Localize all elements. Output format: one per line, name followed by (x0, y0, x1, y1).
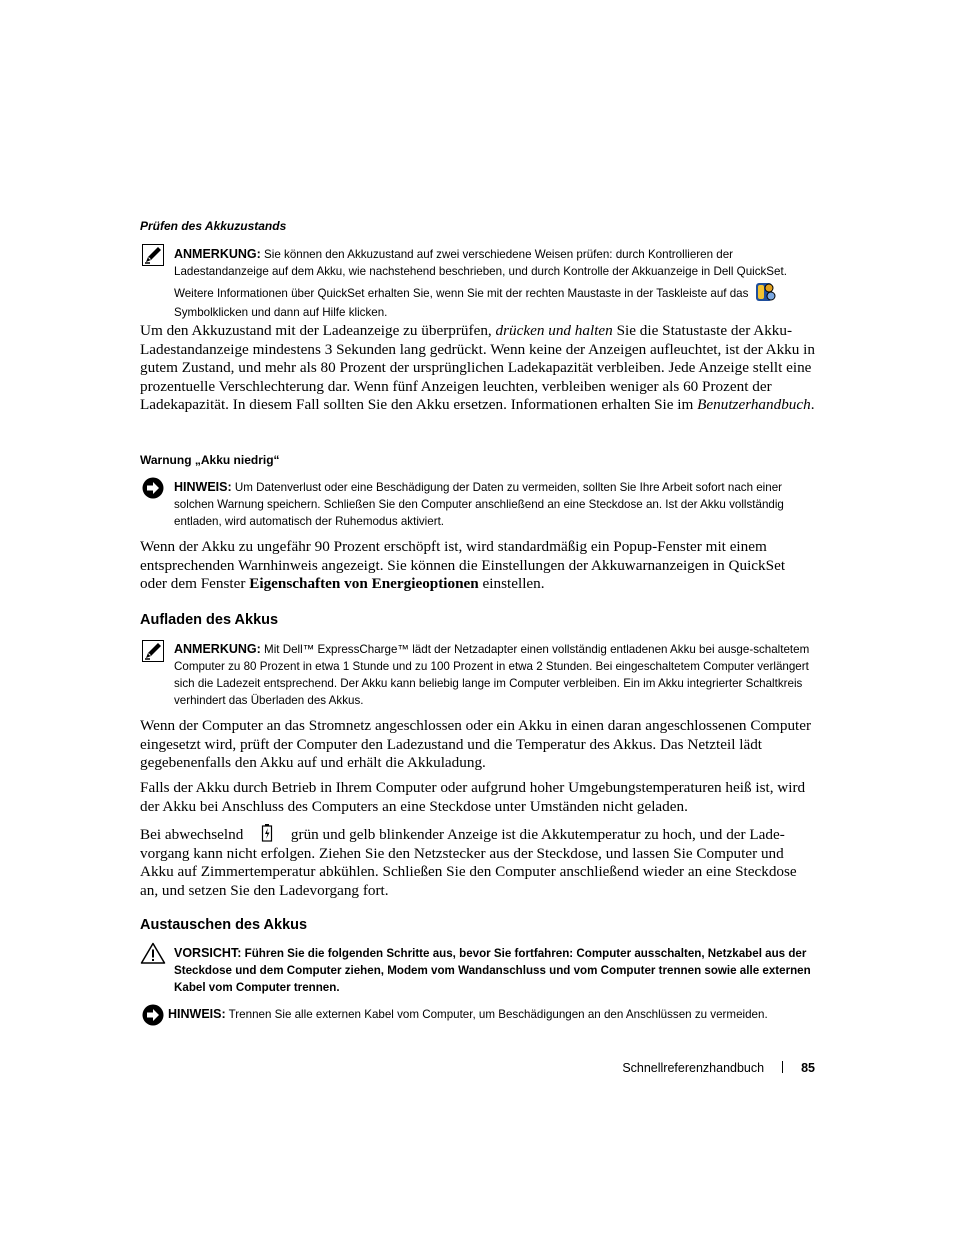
notice-low-battery (174, 479, 816, 530)
document-page (140, 0, 815, 1235)
paragraph-text: Wenn der Akku zu ungefähr 90 Prozent erschöpft ist, wird standardmäßig ein Popup-Fenster mit einem entsprechenden Warnhinweis angezeigt. Sie können die Einstellungen der Akkuwarnanzeigen in QuickSet oder dem Fenster (140, 538, 786, 593)
heading-check-battery: Prüfen des Akkuzustands (140, 219, 287, 233)
paragraph-text: grün und gelb blinkender Anzeige ist die Akkutemperatur zu hoch, und der Lade-vorgang kann nicht erfolgen. Ziehen Sie den Netzstecker aus der Steckdose, und lassen Sie Computer und Akku auf Zimmertemperatur abkühlen. Schließen Sie den Computer anschließend wieder an eine Steckdose an, und setzen Sie den Ladevorgang fort. (140, 826, 797, 899)
paragraph-text: Sie die Statustaste der Akku-Ladestandanzeige mindestens 3 Sekunden lang gedrückt. Wenn keine der Anzeigen aufleuchtet, ist der Akku in gutem Zustand, und mehr als 80 Prozent der ursprünglichen Ladekapazität verbleiben. Jede Anzeige stellt eine prozentuelle Verschlechterung dar. Wenn fünf Anzeigen leuchten, verbleiben weniger als 60 Prozent der Ladekapazität. In diesem Fall sollten Sie den Akku ersetzen. Informationen erhalten Sie im (140, 322, 815, 414)
heading-replace: Austauschen des Akkus (140, 917, 308, 933)
arrow-notice-icon (142, 1004, 164, 1026)
pencil-note-icon (142, 244, 164, 266)
note-help: Hilfe (322, 306, 346, 320)
page-number: 85 (801, 1061, 815, 1075)
heading-charging: Aufladen des Akkus (140, 612, 279, 628)
note-text-click: klicken und dann auf (212, 306, 320, 320)
notice-text: Um Datenverlust oder eine Beschädigung der Daten zu vermeiden, sollten Sie Ihre Arbeit sofort nach einer solchen Warnung speichern. Schließen Sie den Computer anschließend an eine Steckdose an. Ist der Akku vollständig entladen, wird automatisch der Ruhemodus aktiviert. (174, 481, 784, 529)
manual-reference: Benutzerhandbuch (697, 396, 811, 414)
caution-label: VORSICHT: (174, 946, 242, 960)
notice-text: Trennen Sie alle externen Kabel vom Computer, um Beschädigungen an den Anschlüssen zu vermeiden. (228, 1008, 768, 1021)
heading-low-battery: Warnung „Akku niedrig“ (140, 453, 280, 467)
paragraph-text: Um den Akkuzustand mit der Ladeanzeige zu überprüfen, (140, 322, 492, 339)
page-footer (622, 1061, 815, 1075)
notice-label: HINWEIS: (174, 480, 232, 494)
paragraph-text: . (810, 396, 815, 414)
note-charging (174, 641, 816, 709)
note-label: ANMERKUNG: (174, 642, 261, 656)
power-options-reference: Eigenschaften von Energieoptionen (249, 575, 479, 593)
note-check-battery (174, 246, 816, 321)
paragraph-charge-1: Wenn der Computer an das Stromnetz angeschlossen oder ein Akku in einen daran angeschlossenen Computer eingesetzt wird, prüft der Computer den Ladezustand und die Temperatur des Akkus. Das Netzteil lädt gegebenenfalls den Akku auf und erhält die Akkuladung. (140, 717, 812, 772)
notice-replace (168, 1006, 816, 1023)
paragraph-charge-3 (140, 823, 815, 900)
quickset-icon (754, 280, 778, 304)
note-text-symbol: Symbol (174, 306, 213, 320)
paragraph-italic: drücken und halten (495, 322, 613, 339)
footer-book-title: Schnellreferenzhandbuch (622, 1061, 765, 1075)
caution-text: Führen Sie die folgenden Schritte aus, bevor Sie fortfahren: Computer ausschalten, Netzkabel aus der Steckdose und dem Computer ziehen, Modem vom Wandanschluss und vom Computer trennen sowie alle externen Kabel vom Computer trennen. (174, 947, 811, 995)
paragraph-warning (140, 538, 815, 594)
paragraph-text: einstellen. (482, 575, 545, 593)
footer-separator (782, 1061, 783, 1073)
arrow-notice-icon (142, 477, 164, 499)
caution-replace (174, 945, 816, 996)
paragraph-charge-2: Falls der Akku durch Betrieb in Ihrem Computer oder aufgrund hoher Umgebungstemperaturen heiß ist, wird der Akku bei Anschluss des Computers an eine Steckdose unter Umständen nicht geladen. (140, 779, 806, 815)
battery-icon (257, 823, 283, 843)
note-label: ANMERKUNG: (174, 247, 261, 261)
pencil-note-icon (142, 640, 164, 662)
paragraph-text: Bei abwechselnd (140, 826, 244, 843)
note-text: Mit Dell™ ExpressCharge™ lädt der Netzadapter einen vollständig entladenen Akku bei ausge-schaltetem Computer zu 80 Prozent in etwa 1 Stunde und zu 100 Prozent in etwa 2 Stunden. Bei eingeschaltetem Computer verlängert sich die Ladezeit entsprechend. Der Akku kann beliebig lange im Computer verbleiben. Ein im Akku integrierter Schaltkreis verhindert das Überladen des Akkus. (174, 643, 810, 708)
paragraph-check (140, 322, 815, 415)
note-text: Sie können den Akkuzustand auf zwei verschiedene Weisen prüfen: durch Kontrollieren der Ladestandanzeige auf dem Akku, wie nachstehend beschrieben, und durch Kontrolle der Akkuanzeige in Dell QuickSet. Weitere Informationen über QuickSet erhalten Sie, wenn Sie mit der rechten Maustaste in der Taskleiste auf das (174, 248, 787, 301)
notice-label: HINWEIS: (168, 1007, 226, 1021)
note-text-end: klicken. (348, 306, 388, 320)
warning-triangle-icon (140, 942, 166, 964)
